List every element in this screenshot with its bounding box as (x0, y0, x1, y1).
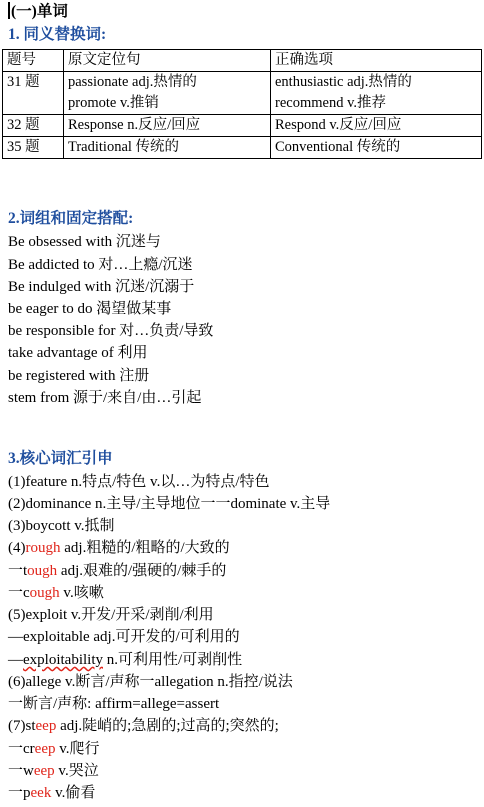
list-item: be responsible for 对…负责/导致 (8, 323, 214, 339)
list-item: stem from 源于/来自/由…引起 (8, 390, 202, 406)
vocab-line: —exploitable adj.可开发的/可利用的 (8, 629, 240, 645)
vocab-line: (2)dominance n.主导/主导地位一一dominate v.主导 (8, 496, 331, 512)
row-number: 31 题 (3, 72, 64, 115)
table-row (3, 137, 482, 159)
header-original: 原文定位句 (64, 50, 271, 72)
synonym-table (2, 49, 482, 159)
section-title: (一)单词 (8, 2, 68, 22)
highlight-ough: ough (27, 563, 58, 579)
list-item: Be indulged with 沉迷/沉溺于 (8, 279, 195, 295)
highlight-ough: ough (29, 585, 60, 601)
vocab-line: (5)exploit v.开发/开采/剥削/利用 (8, 607, 214, 623)
list-item: Be obsessed with 沉迷与 (8, 234, 161, 250)
table-header-row (3, 50, 482, 72)
vocab-line: 一断言/声称: affirm=allege=assert (8, 696, 220, 712)
table-row (3, 72, 482, 115)
highlight-ough: rough (25, 540, 61, 556)
row-number: 35 题 (3, 137, 64, 159)
header-correct: 正确选项 (271, 50, 482, 72)
vocab-line: 一creep v.爬行 (8, 741, 100, 757)
list-item: take advantage of 利用 (8, 345, 148, 361)
vocab-line: (3)boycott v.抵制 (8, 518, 115, 534)
row-correct: enthusiastic adj.热情的 recommend v.推荐 (271, 72, 482, 115)
vocab-line: 一peek v.偷看 (8, 785, 96, 801)
row-original: Traditional 传统的 (64, 137, 271, 159)
highlight-eep: eep (33, 763, 55, 779)
header-number: 题号 (3, 50, 64, 72)
spellcheck-word: exploitability (23, 652, 103, 668)
text-cursor (8, 2, 10, 19)
vocab-line: (6)allege v.断言/声称一allegation n.指控/说法 (8, 674, 293, 690)
list-item: Be addicted to 对…上瘾/沉迷 (8, 257, 193, 273)
row-original: passionate adj.热情的 promote v.推销 (64, 72, 271, 115)
row-original: Response n.反应/回应 (64, 115, 271, 137)
list-item: be eager to do 渴望做某事 (8, 301, 172, 317)
vocab-line: (1)feature n.特点/特色 v.以…为特点/特色 (8, 474, 270, 490)
row-correct: Conventional 传统的 (271, 137, 482, 159)
row-correct: Respond v.反应/回应 (271, 115, 482, 137)
vocab-line: 一tough adj.艰难的/强硬的/棘手的 (8, 563, 227, 579)
vocab-line: 一cough v.咳嗽 (8, 585, 104, 601)
highlight-eek: eek (30, 785, 52, 801)
vocab-line: (7)steep adj.陡峭的;急剧的;过高的;突然的; (8, 718, 279, 734)
vocab-line: 一weep v.哭泣 (8, 763, 99, 779)
highlight-eep: eep (35, 718, 57, 734)
vocab-line: (4)rough adj.粗糙的/粗略的/大致的 (8, 540, 230, 556)
highlight-eep: eep (34, 741, 56, 757)
vocab-line: —exploitability n.可利用性/可剥削性 (8, 652, 243, 668)
phrases-heading: 2.词组和固定搭配: (8, 210, 134, 227)
synonym-heading: 1. 同义替换词: (8, 26, 107, 43)
row-number: 32 题 (3, 115, 64, 137)
table-row (3, 115, 482, 137)
list-item: be registered with 注册 (8, 368, 150, 384)
core-heading: 3.核心词汇引申 (8, 450, 113, 467)
